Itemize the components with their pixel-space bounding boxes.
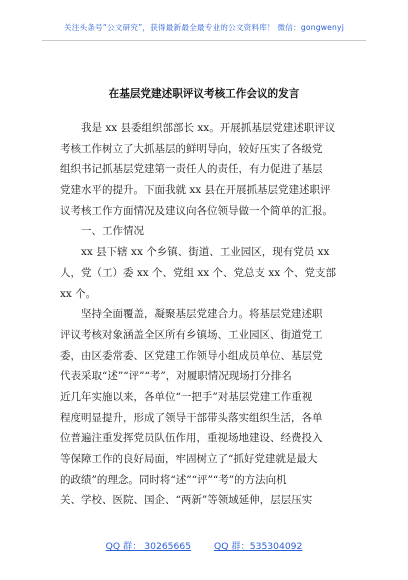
body-line: 代表采取“述”“评”“考”，对履职情况现场打分排名 [60,370,292,383]
header-divider [42,40,366,41]
body-line: 程度明显提升，形成了领导干部带头落实组织生活，各单 [60,411,323,424]
footer-qq-group-2[interactable]: QQ 群：535304092 [214,541,303,552]
footer-contacts [0,538,408,552]
body-line: 等保障工作的良好局面，牢固树立了“抓好党建就是最大 [60,453,318,465]
document-title: 在基层党建述职评议考核工作会议的发言 [108,88,300,100]
body-line: 组织书记抓基层党建第一责任人的责任，有力促进了基层 [60,163,323,176]
body-line: 关、学校、医院、国企、“两新”等领域延伸，层层压实 [60,494,313,507]
section-heading: 一、工作情况 [60,225,144,238]
body-line: xx 个。 [60,287,97,300]
body-line: 考核工作树立了大抓基层的鲜明导向，较好压实了各级党 [60,142,323,155]
body-line: xx 县下辖 xx 个乡镇、街道、工业园区，现有党员 xx [60,246,330,259]
body-line: 党建水平的提升。下面我就 xx 县在开展抓基层党建述职评 [60,184,331,197]
body-line: 近几年实施以来，各单位“一把手”对基层党建工作重视 [60,390,313,403]
document-body [60,118,352,511]
body-line: 位普遍注重发挥党员队伍作用，重视场地建设、经费投入 [60,432,323,445]
footer-qq-group-1[interactable]: QQ 群： 30265665 [105,541,192,552]
body-line: 委，由区委常委、区党建工作领导小组成员单位、基层党 [60,349,323,362]
body-line: 坚持全面覆盖，凝聚基层党建合力。将基层党建述职 [60,308,323,321]
body-line: 的政绩”的理念。同时将“述”“评”“考”的方法向机 [60,473,287,486]
body-line: 评议考核对象涵盖全区所有乡镇场、工业园区、街道党工 [60,328,323,341]
body-line: 议考核工作方面情况及建议向各位领导做一个简单的汇报。 [60,204,333,217]
body-line: 人，党（工）委 xx 个、党组 xx 个、党总支 xx 个、党支部 [60,266,337,279]
body-line: 我是 xx 县委组织部部长 xx。开展抓基层党建述职评议 [60,122,336,134]
header-banner: 关注头条号“公文研究”，获得最新最全最专业的公文资料库！ 微信：gongwenyj [63,23,345,32]
